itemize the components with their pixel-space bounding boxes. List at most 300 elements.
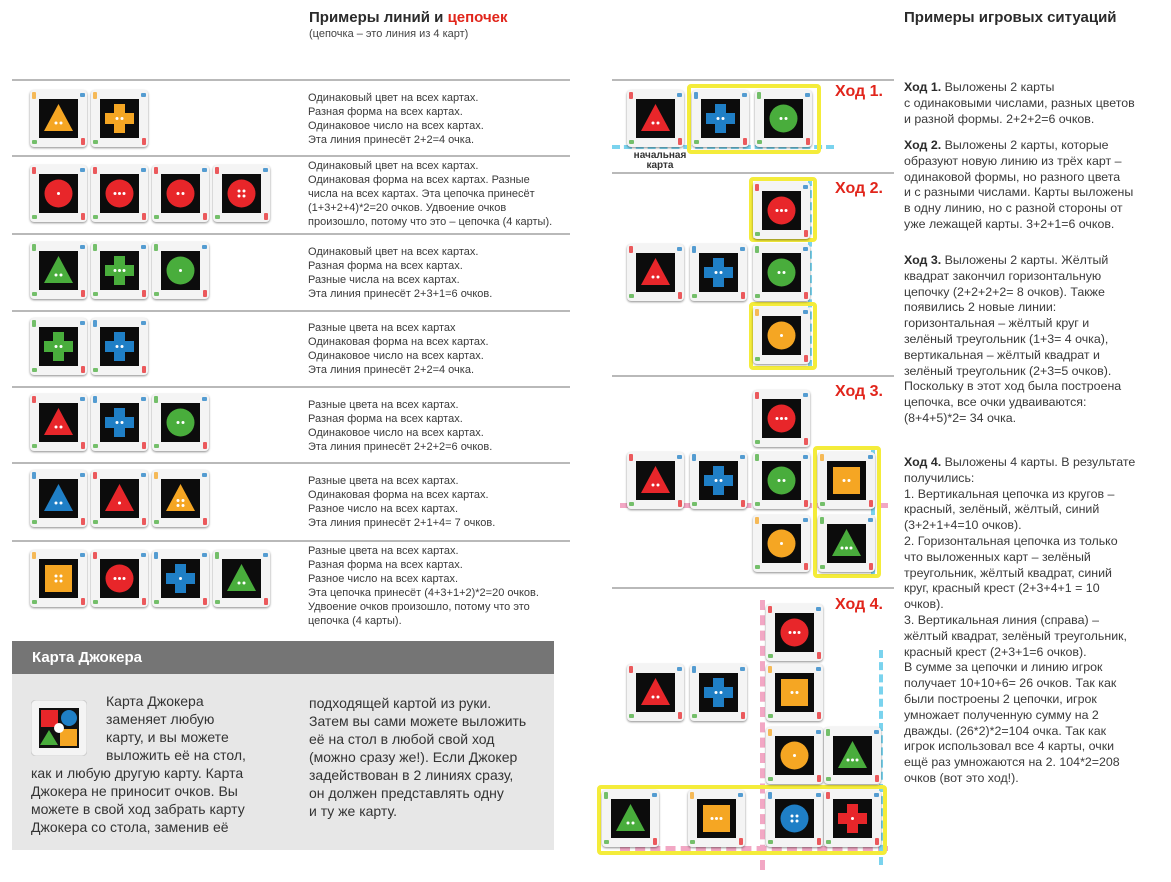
circle-icon xyxy=(775,736,814,775)
card-corner-mark xyxy=(805,93,810,97)
card-corner-mark xyxy=(692,246,696,253)
card-corner-mark xyxy=(740,667,745,671)
card-corner-mark xyxy=(629,140,634,144)
divider xyxy=(12,386,570,388)
card-corner-mark xyxy=(692,454,696,461)
card-corner-mark xyxy=(755,246,759,253)
left-title-accent: цепочек xyxy=(447,9,508,26)
left-subtitle: (цепочка – это линия из 4 карт) xyxy=(309,28,469,40)
card-face xyxy=(39,174,78,213)
text-line: Джокера со стола, заменив её xyxy=(31,819,229,835)
card-corner-mark xyxy=(202,473,207,477)
card-corner-mark xyxy=(757,92,761,99)
text-line: Разные цвета на всех картах. xyxy=(308,545,459,557)
text-line: получает 10+10+6= 26 очков. Так как xyxy=(904,676,1117,691)
text-line: Одинаковое число на всех картах. xyxy=(308,350,484,362)
card-corner-mark xyxy=(81,598,85,605)
triangle-icon xyxy=(827,524,866,563)
card-red-circle xyxy=(753,182,810,239)
text-line: Одинаковый цвет на всех картах. xyxy=(308,92,479,104)
triangle-icon xyxy=(161,479,200,518)
card-red-triangle xyxy=(30,394,87,451)
card-face xyxy=(699,673,738,712)
text-line: (3+2+1+4=10 очков). xyxy=(904,518,1022,533)
card-corner-mark xyxy=(141,553,146,557)
card-green-triangle xyxy=(818,515,875,572)
move-head: Ход 3. xyxy=(904,253,942,267)
card-corner-mark xyxy=(755,517,759,524)
text-line: и ту же карту. xyxy=(309,803,397,819)
card-corner-mark xyxy=(741,292,745,299)
card-corner-mark xyxy=(652,793,657,797)
card-face xyxy=(762,461,801,500)
card-corner-mark xyxy=(154,215,159,219)
card-corner-mark xyxy=(32,552,36,559)
card-corner-mark xyxy=(203,442,207,449)
card-corner-mark xyxy=(142,442,146,449)
card-red-triangle xyxy=(91,470,148,527)
text-line: задействован в 2 линиях сразу, xyxy=(309,767,514,783)
move-4-explanation xyxy=(904,455,1166,787)
card-face xyxy=(762,524,801,563)
text-line: красный крест (2+3+1=6 очков). xyxy=(904,644,1087,659)
card-corner-mark xyxy=(32,244,36,251)
card-face xyxy=(100,403,139,442)
circle-icon xyxy=(762,461,801,500)
card-face xyxy=(611,799,650,838)
card-corner-mark xyxy=(93,472,97,479)
text-line: зелёный треугольник (1+3= 4 очка), xyxy=(904,331,1109,346)
card-red-triangle xyxy=(627,664,684,721)
card-corner-mark xyxy=(755,357,760,361)
card-green-triangle xyxy=(213,550,270,607)
card-corner-mark xyxy=(694,92,698,99)
circle-icon xyxy=(39,174,78,213)
card-corner-mark xyxy=(80,321,85,325)
card-corner-mark xyxy=(154,552,158,559)
text-line: круг, красный крест (2+3+4+1 = 10 xyxy=(904,581,1100,596)
card-corner-mark xyxy=(817,775,821,782)
card-corner-mark xyxy=(817,712,821,719)
circle-icon xyxy=(775,613,814,652)
text-line: Одинаковый цвет на всех картах. xyxy=(308,246,479,258)
card-corner-mark xyxy=(742,93,747,97)
move-4-label: Ход 4. xyxy=(835,596,883,613)
card-face xyxy=(833,736,872,775)
text-line: были построены 2 цепочки, игрок xyxy=(904,691,1097,706)
text-line: можете в свой ход забрать карту xyxy=(31,801,245,817)
card-corner-mark xyxy=(868,455,873,459)
circle-icon xyxy=(762,253,801,292)
text-line: образуют новую линию из трёх карт – xyxy=(904,153,1122,168)
card-green-circle xyxy=(755,90,812,147)
card-corner-mark xyxy=(203,598,207,605)
card-green-cross xyxy=(30,318,87,375)
card-corner-mark xyxy=(202,245,207,249)
card-red-cross xyxy=(824,790,881,847)
card-corner-mark xyxy=(743,138,747,145)
triangle-icon xyxy=(100,479,139,518)
card-corner-mark xyxy=(215,600,220,604)
circle-icon xyxy=(762,316,801,355)
text-line: что выложенных карт – зелёный xyxy=(904,549,1091,564)
text-line: Эта линия принесёт 2+3+1=6 очков. xyxy=(308,288,493,300)
move-2-label: Ход 2. xyxy=(835,180,883,197)
card-face xyxy=(636,99,675,138)
card-green-triangle xyxy=(602,790,659,847)
text-line: дважды. (26*2)*2=104 очка. Так как xyxy=(904,723,1107,738)
text-line: Выложены 2 карты, которые xyxy=(941,138,1109,152)
text-line: (1+3+2+4)*2=20 очков. Удвоение очков xyxy=(308,202,507,214)
text-line: 3. Вертикальная линия (справа) – xyxy=(904,612,1099,627)
divider xyxy=(612,79,894,81)
card-corner-mark xyxy=(816,667,821,671)
text-line: заменяет любую xyxy=(106,711,215,727)
example-7-description xyxy=(308,544,578,628)
divider xyxy=(12,540,570,542)
card-blue-cross xyxy=(690,452,747,509)
card-corner-mark xyxy=(692,666,696,673)
card-corner-mark xyxy=(692,502,697,506)
card-face xyxy=(161,479,200,518)
card-blue-cross xyxy=(692,90,749,147)
card-corner-mark xyxy=(141,397,146,401)
card-corner-mark xyxy=(629,92,633,99)
card-corner-mark xyxy=(874,730,879,734)
text-line: Одинаковая форма на всех картах. xyxy=(308,336,489,348)
card-face xyxy=(701,99,740,138)
card-corner-mark xyxy=(768,729,772,736)
card-corner-mark xyxy=(768,840,773,844)
text-line: и разной формы. 2+2+2=6 очков. xyxy=(904,111,1095,126)
divider xyxy=(12,233,570,235)
move-1-explanation xyxy=(904,80,1166,127)
card-corner-mark xyxy=(32,520,37,524)
card-yellow-circle xyxy=(766,727,823,784)
card-corner-mark xyxy=(757,140,762,144)
example-4-description xyxy=(308,321,578,377)
text-line: произошло, потому что это – цепочка (4 карты). xyxy=(308,216,553,228)
card-corner-mark xyxy=(768,606,772,613)
card-corner-mark xyxy=(678,292,682,299)
card-yellow-square xyxy=(766,664,823,721)
text-line: В сумме за цепочки и линию игрок xyxy=(904,660,1103,675)
card-face xyxy=(697,799,736,838)
card-yellow-square xyxy=(688,790,745,847)
card-corner-mark xyxy=(93,292,98,296)
card-corner-mark xyxy=(142,518,146,525)
card-corner-mark xyxy=(738,793,743,797)
text-line: квадрат закончил горизонтальную xyxy=(904,268,1102,283)
card-corner-mark xyxy=(142,598,146,605)
card-corner-mark xyxy=(868,518,873,522)
text-line: числа на всех картах. Эта цепочка принесёт xyxy=(308,188,535,200)
card-corner-mark xyxy=(141,321,146,325)
card-red-triangle xyxy=(627,452,684,509)
card-face xyxy=(775,799,814,838)
card-corner-mark xyxy=(80,93,85,97)
square-icon xyxy=(697,799,736,838)
card-red-circle xyxy=(213,165,270,222)
card-green-circle xyxy=(753,244,810,301)
card-corner-mark xyxy=(202,168,207,172)
card-corner-mark xyxy=(32,368,37,372)
card-corner-mark xyxy=(154,600,159,604)
text-line: вертикальная – жёлтый квадрат и xyxy=(904,347,1100,362)
card-corner-mark xyxy=(80,245,85,249)
text-line: умножает полученную сумму на 2 xyxy=(904,707,1099,722)
text-line: её на стол в любой свой ход xyxy=(309,731,495,747)
card-face xyxy=(39,99,78,138)
text-line: с одинаковыми числами, разных цветов xyxy=(904,95,1135,110)
cross-icon xyxy=(161,559,200,598)
triangle-icon xyxy=(39,99,78,138)
card-corner-mark xyxy=(804,292,808,299)
card-corner-mark xyxy=(154,472,158,479)
text-line: появились 2 новые линии: xyxy=(904,300,1057,315)
card-corner-mark xyxy=(755,309,759,316)
card-corner-mark xyxy=(690,792,694,799)
card-corner-mark xyxy=(142,366,146,373)
card-blue-cross xyxy=(690,664,747,721)
card-corner-mark xyxy=(81,366,85,373)
card-corner-mark xyxy=(263,553,268,557)
circle-icon xyxy=(775,799,814,838)
card-corner-mark xyxy=(768,654,773,658)
text-line: Разные числа на всех картах. xyxy=(308,274,460,286)
joker-heading-band xyxy=(12,641,554,674)
card-corner-mark xyxy=(804,438,808,445)
card-corner-mark xyxy=(678,500,682,507)
cross-icon xyxy=(701,99,740,138)
square-icon xyxy=(39,559,78,598)
card-red-circle xyxy=(152,165,209,222)
card-corner-mark xyxy=(80,168,85,172)
text-line: игрок использовал все 4 карты, очки xyxy=(904,739,1115,754)
card-corner-mark xyxy=(93,368,98,372)
text-line: ещё раз умножаются на 2. 104*2=208 xyxy=(904,755,1120,770)
card-yellow-square xyxy=(818,452,875,509)
card-corner-mark xyxy=(629,502,634,506)
card-corner-mark xyxy=(629,246,633,253)
card-corner-mark xyxy=(803,247,808,251)
circle-icon xyxy=(100,174,139,213)
text-line: Затем вы сами можете выложить xyxy=(309,713,527,729)
card-corner-mark xyxy=(154,396,158,403)
card-corner-mark xyxy=(215,215,220,219)
card-face xyxy=(827,524,866,563)
cross-icon xyxy=(100,99,139,138)
card-corner-mark xyxy=(32,292,37,296)
card-green-cross xyxy=(91,242,148,299)
text-line: очков (вот это ход!). xyxy=(904,770,1019,785)
cross-icon xyxy=(699,461,738,500)
card-corner-mark xyxy=(677,93,682,97)
card-corner-mark xyxy=(755,440,760,444)
card-corner-mark xyxy=(264,598,268,605)
card-red-circle xyxy=(30,165,87,222)
card-corner-mark xyxy=(202,397,207,401)
card-green-triangle xyxy=(824,727,881,784)
card-face xyxy=(100,99,139,138)
card-face xyxy=(161,174,200,213)
text-line: Разная форма на всех картах. xyxy=(308,260,463,272)
circle-icon xyxy=(161,251,200,290)
left-title-main: Примеры линий и xyxy=(309,9,448,26)
text-line: Одинаковая форма на всех картах. Разные xyxy=(308,174,530,186)
text-line: как и любую другую карту. Карта xyxy=(31,765,244,781)
card-face xyxy=(39,327,78,366)
text-line: карта xyxy=(646,160,674,171)
card-corner-mark xyxy=(806,138,810,145)
card-blue-triangle xyxy=(30,470,87,527)
text-line: Поскольку в этот ход была построена xyxy=(904,379,1122,394)
text-line: Разная форма на всех картах. xyxy=(308,106,463,118)
card-corner-mark xyxy=(629,666,633,673)
move-3-label: Ход 3. xyxy=(835,383,883,400)
triangle-icon xyxy=(39,479,78,518)
move-2-explanation xyxy=(904,138,1166,233)
card-corner-mark xyxy=(93,396,97,403)
card-red-triangle xyxy=(627,90,684,147)
card-corner-mark xyxy=(816,607,821,611)
text-line: подходящей картой из руки. xyxy=(309,695,492,711)
card-face xyxy=(100,251,139,290)
card-corner-mark xyxy=(755,565,760,569)
text-line: Эта линия принесёт 2+1+4= 7 очков. xyxy=(308,517,496,529)
card-blue-cross xyxy=(91,394,148,451)
move-head: Ход 2. xyxy=(904,138,942,152)
divider xyxy=(12,79,570,81)
text-line: Разная форма на всех картах. xyxy=(308,413,463,425)
triangle-icon xyxy=(636,253,675,292)
card-red-circle xyxy=(91,165,148,222)
card-face xyxy=(699,253,738,292)
card-corner-mark xyxy=(154,444,159,448)
triangle-icon xyxy=(611,799,650,838)
cross-icon xyxy=(100,403,139,442)
card-corner-mark xyxy=(803,393,808,397)
card-corner-mark xyxy=(203,213,207,220)
card-corner-mark xyxy=(755,454,759,461)
card-corner-mark xyxy=(32,444,37,448)
text-line: он должен представлять одну xyxy=(309,785,504,801)
card-corner-mark xyxy=(141,245,146,249)
card-corner-mark xyxy=(678,712,682,719)
square-icon xyxy=(775,673,814,712)
card-corner-mark xyxy=(32,396,36,403)
card-corner-mark xyxy=(142,138,146,145)
card-corner-mark xyxy=(81,442,85,449)
card-corner-mark xyxy=(141,168,146,172)
card-corner-mark xyxy=(203,518,207,525)
card-face xyxy=(762,399,801,438)
card-yellow-circle xyxy=(753,515,810,572)
card-corner-mark xyxy=(141,93,146,97)
card-corner-mark xyxy=(32,320,36,327)
circle-icon xyxy=(762,524,801,563)
card-face xyxy=(39,251,78,290)
text-line: красный, зелёный, жёлтый, синий xyxy=(904,502,1100,517)
card-corner-mark xyxy=(803,310,808,314)
card-corner-mark xyxy=(692,294,697,298)
card-corner-mark xyxy=(820,502,825,506)
text-line: Выложены 2 карты. Жёлтый xyxy=(941,253,1109,267)
card-corner-mark xyxy=(154,292,159,296)
cross-icon xyxy=(39,327,78,366)
text-line: Карта Джокера xyxy=(106,693,204,709)
card-corner-mark xyxy=(803,185,808,189)
card-face xyxy=(833,799,872,838)
text-line: Разное число на всех картах. xyxy=(308,503,459,515)
text-line: (можно сразу же!). Если Джокер xyxy=(309,749,518,765)
triangle-icon xyxy=(39,251,78,290)
move-3-explanation xyxy=(904,253,1166,427)
card-corner-mark xyxy=(755,502,760,506)
card-face xyxy=(775,673,814,712)
card-blue-cross xyxy=(91,318,148,375)
move-head: Ход 4. xyxy=(904,455,942,469)
card-corner-mark xyxy=(80,553,85,557)
text-line: в одну линию, но с разной стороны от xyxy=(904,201,1123,216)
card-corner-mark xyxy=(804,563,808,570)
text-line: 1. Вертикальная цепочка из кругов – xyxy=(904,486,1115,501)
cross-icon xyxy=(100,327,139,366)
card-face xyxy=(775,736,814,775)
card-corner-mark xyxy=(81,290,85,297)
text-line: Одинаковое число на всех картах. xyxy=(308,427,484,439)
card-corner-mark xyxy=(755,184,759,191)
card-face xyxy=(100,327,139,366)
text-line: Эта линия принесёт 2+2+2=6 очков. xyxy=(308,441,493,453)
card-corner-mark xyxy=(93,600,98,604)
example-2-description xyxy=(308,159,578,229)
card-corner-mark xyxy=(678,138,682,145)
card-corner-mark xyxy=(677,455,682,459)
card-green-circle xyxy=(753,452,810,509)
card-blue-cross xyxy=(152,550,209,607)
card-corner-mark xyxy=(817,652,821,659)
card-corner-mark xyxy=(215,552,219,559)
card-face xyxy=(762,253,801,292)
text-line: Разные цвета на всех картах. xyxy=(308,475,459,487)
right-title: Примеры игровых ситуаций xyxy=(904,9,1117,26)
text-line: Разная форма на всех картах. xyxy=(308,559,463,571)
card-face xyxy=(222,559,261,598)
divider xyxy=(12,462,570,464)
card-corner-mark xyxy=(81,518,85,525)
card-corner-mark xyxy=(81,138,85,145)
circle-icon xyxy=(764,99,803,138)
card-corner-mark xyxy=(93,444,98,448)
card-corner-mark xyxy=(820,454,824,461)
text-line: Разное число на всех картах. xyxy=(308,573,459,585)
card-corner-mark xyxy=(93,92,97,99)
card-corner-mark xyxy=(629,454,633,461)
card-corner-mark xyxy=(32,167,36,174)
card-corner-mark xyxy=(604,792,608,799)
card-face xyxy=(775,613,814,652)
triangle-icon xyxy=(222,559,261,598)
text-line: начальная xyxy=(633,150,687,161)
card-corner-mark xyxy=(32,140,37,144)
card-corner-mark xyxy=(875,775,879,782)
circle-icon xyxy=(762,191,801,230)
example-3-description xyxy=(308,245,578,301)
card-face xyxy=(39,479,78,518)
card-corner-mark xyxy=(604,840,609,844)
divider xyxy=(612,587,894,589)
